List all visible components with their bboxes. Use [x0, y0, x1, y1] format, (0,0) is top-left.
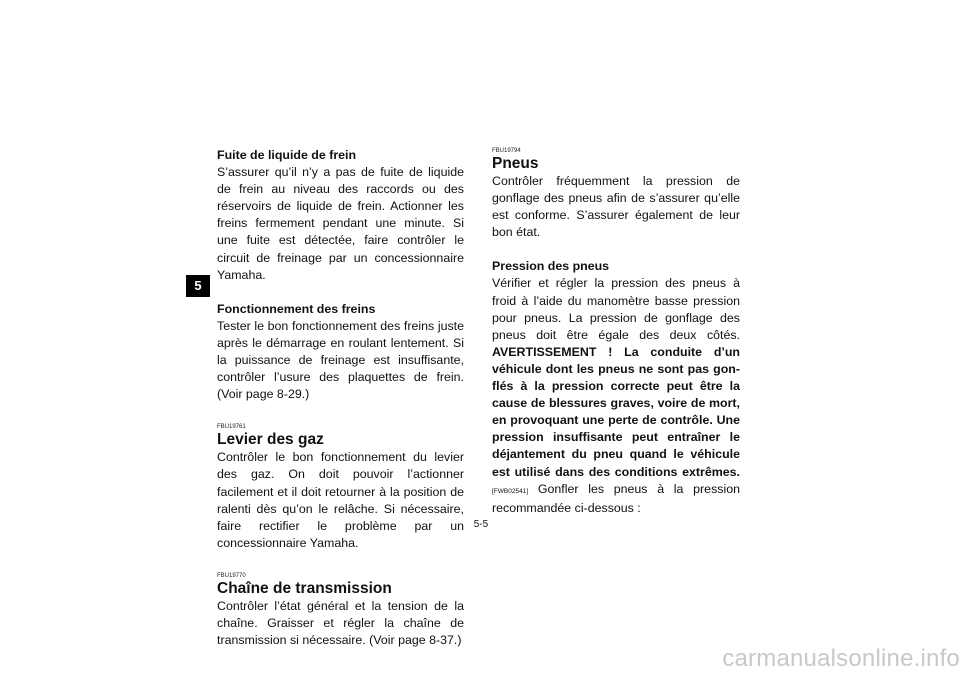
- throttle-code: FBU19761: [217, 424, 246, 431]
- left-column: [217, 147, 464, 649]
- tires-heading: Pneus: [492, 155, 539, 172]
- tire-warning: AVERTISSEMENT ! La conduite d’un véhicule dont les pneus ne sont pas gonflés à la pression correcte peut être la cause de blessures graves, voire de mort, en provoquant une perte de contrôle. Une pression insuffisante peut entraîner le déjantement du pneu quand le véhicule est utilisé dans des conditions extrêmes.: [492, 344, 740, 479]
- tire-pressure-text-end: Gonfler les pneus à la pression recommandée ci-dessous :: [492, 481, 740, 515]
- chain-code: FBU19770: [217, 572, 246, 579]
- watermark: carmanualsonline.info: [722, 645, 960, 672]
- chain-heading: Chaîne de transmission: [217, 579, 392, 597]
- tire-pressure-title: Pression des pneus: [492, 259, 610, 274]
- chapter-tab: 5: [186, 275, 210, 297]
- tires-code: FBU19794: [492, 148, 521, 154]
- brake-leak-text: S’assurer qu’il n’y a pas de fuite de liquide de frein au niveau des raccords ou des réservoirs de liquide de frein. Actionner les freins fermement pendant une minute. Si une fuite est détectée, faire contrôler le circuit de freinage par un concessionnaire Yamaha.: [217, 165, 464, 282]
- right-column: [492, 147, 740, 517]
- throttle-text: Contrôler le bon fonctionnement du levier des gaz. On doit pouvoir l’actionner facilement et il doit retourner à la position de ralenti dès qu’on le relâche. Si nécessaire, faire rectifier le problème par un concessionnaire Yamaha.: [217, 450, 464, 550]
- tires-text: Contrôler fréquemment la pression de gonflage des pneus afin de s’assurer qu’elle est conforme. S’assurer également de leur bon état.: [492, 174, 740, 240]
- page-number: 5-5: [473, 519, 489, 530]
- tire-pressure-text-start: Vérifier et régler la pression des pneus à froid à l’aide du manomètre basse pression pour pneus. La pression de gonflage des pneus doit être égale des deux côtés.: [492, 276, 740, 342]
- brake-function-title: Fonctionnement des freins: [217, 301, 376, 316]
- chain-text: Contrôler l’état général et la tension de la chaîne. Graisser et régler la chaîne de transmission si nécessaire. (Voir page 8-37.): [217, 598, 464, 648]
- brake-leak-title: Fuite de liquide de frein: [217, 148, 357, 162]
- brake-function-text: Tester le bon fonctionnement des freins juste après le démarrage en roulant lentement. Si la puissance de freinage est insuffisante, contrôler l’usure des plaquettes de frein. (Voir page 8-29.): [217, 318, 464, 402]
- tire-warning-code: [FWB02541]: [492, 487, 529, 495]
- tire-pressure-text: [492, 275, 740, 516]
- throttle-heading: Levier des gaz: [217, 431, 324, 449]
